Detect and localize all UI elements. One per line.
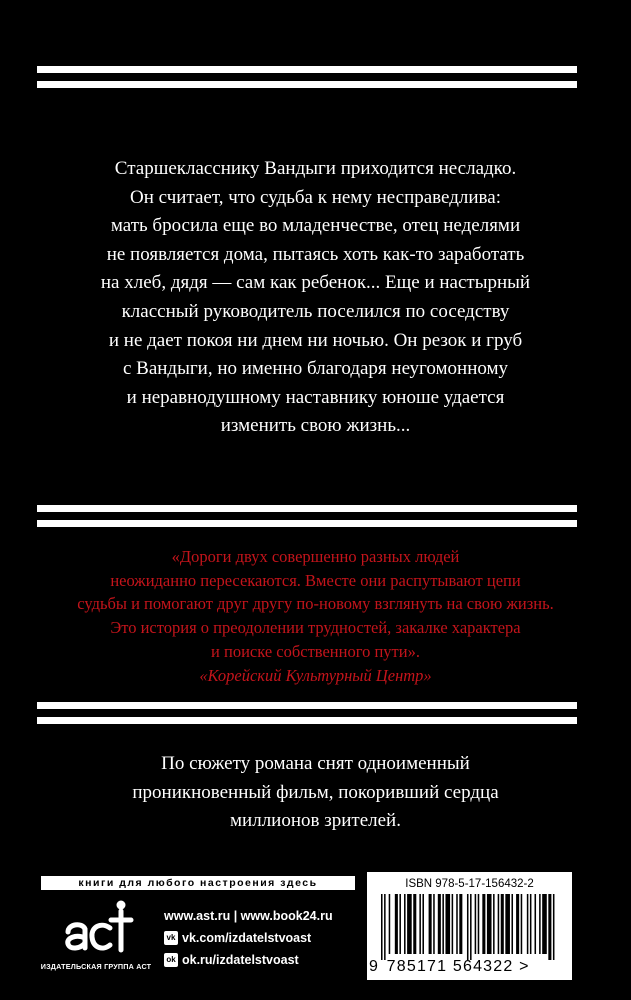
barcode-remaining-digits: 785171 564322 <box>386 958 514 975</box>
barcode-bar <box>422 894 424 954</box>
review-quote <box>40 545 591 687</box>
synopsis-line: не появляется дома, пытаясь хоть как-то заработать <box>106 243 525 265</box>
ok-link[interactable] <box>164 953 299 967</box>
barcode-bar <box>548 894 551 960</box>
barcode-bar <box>516 894 519 954</box>
barcode-bar <box>553 894 555 960</box>
barcode-bar <box>399 894 401 954</box>
barcode-graphic <box>381 894 556 960</box>
quote-line: судьбы и помогают друг другу по-новому взглянуть на свою жизнь. <box>77 594 554 614</box>
synopsis-line: мать бросила еще во младенчестве, отец неделями <box>110 215 521 237</box>
barcode-bar <box>452 894 454 954</box>
quote-line: и поиске собственного пути». <box>211 641 420 661</box>
barcode-bar <box>542 894 547 954</box>
film-note-line: миллионов зрителей. <box>230 810 401 832</box>
barcode-bar <box>493 894 495 954</box>
isbn-label: ISBN 978-5-17-156432-2 <box>405 878 534 890</box>
barcode-box <box>367 872 572 980</box>
barcode-bar <box>384 894 386 960</box>
barcode-bar <box>456 894 458 954</box>
barcode-bar <box>530 894 532 954</box>
quote-line: «Дороги двух совершенно разных людей <box>171 547 460 566</box>
barcode-bar <box>429 894 432 954</box>
barcode-bar <box>459 894 462 954</box>
divider-line <box>37 717 577 724</box>
film-note-line: проникновенный фильм, покоривший сердца <box>132 781 499 803</box>
barcode-bar <box>521 894 523 954</box>
barcode-bar <box>395 894 398 954</box>
barcode-bar <box>470 894 472 960</box>
barcode-first-digit: 9 <box>369 958 380 975</box>
synopsis-line: и не дает покоя ни днем ни ночью. Он резок и груб <box>108 329 523 351</box>
barcode-bar <box>527 894 529 954</box>
barcode-bar <box>442 894 444 954</box>
divider-line <box>37 505 577 512</box>
barcode-bar <box>475 894 477 954</box>
ok-handle[interactable]: ok.ru/izdatelstvoast <box>182 953 299 967</box>
barcode-bar <box>433 894 435 954</box>
barcode-bar <box>505 894 510 954</box>
synopsis-line: и неравнодушному наставнику юноше удается <box>126 386 505 408</box>
barcode-bar <box>419 894 421 954</box>
barcode-bar <box>407 894 412 954</box>
tagline-bar: книги для любого настроения здесь <box>41 876 355 890</box>
vk-handle[interactable]: vk.com/izdatelstvoast <box>182 931 312 945</box>
synopsis-line: Старшекласснику Вандыги приходится несладко. <box>114 158 517 179</box>
synopsis-line: Он считает, что судьба к нему несправедлива: <box>130 186 501 208</box>
synopsis-line: классный руководитель поселился по соседству <box>121 300 510 322</box>
barcode-digits <box>369 958 569 976</box>
film-note <box>40 750 591 836</box>
film-note-line: По сюжету романа снят одноименный <box>161 753 470 774</box>
divider-line <box>37 81 577 88</box>
publisher-group-label: ИЗДАТЕЛЬСКАЯ ГРУППА АСТ <box>40 962 152 971</box>
barcode-bar <box>413 894 416 954</box>
quote-line: Это история о преодолении трудностей, закалке характера <box>110 618 521 638</box>
barcode-bar <box>498 894 500 954</box>
barcode-bar <box>389 894 391 954</box>
barcode-bar <box>535 894 537 954</box>
quote-attribution: «Корейский Культурный Центр» <box>199 665 432 685</box>
synopsis-line: на хлеб, дядя — сам как ребенок... Еще и настырный <box>100 272 531 294</box>
barcode-bar <box>438 894 441 954</box>
publisher-websites[interactable]: www.ast.ru | www.book24.ru <box>164 909 333 923</box>
divider-line <box>37 66 577 73</box>
barcode-bar <box>511 894 513 954</box>
barcode-bar <box>482 894 485 954</box>
top-divider <box>37 66 577 90</box>
barcode-bar <box>487 894 492 954</box>
publisher-logo <box>58 898 138 960</box>
barcode-bar <box>381 894 383 960</box>
barcode-quiet-zone-arrow: > <box>519 958 530 975</box>
middle-divider-lower <box>37 702 577 726</box>
barcode-bar <box>539 894 541 954</box>
barcode-bar <box>467 894 469 960</box>
divider-line <box>37 702 577 709</box>
barcode-bar <box>478 894 480 954</box>
barcode-bar <box>404 894 406 954</box>
synopsis-line: изменить свою жизнь... <box>220 415 411 437</box>
ok-icon: ok <box>164 953 178 967</box>
synopsis-line: с Вандыги, но именно благодаря неугомонному <box>122 358 509 380</box>
ast-logo-icon <box>58 898 138 960</box>
barcode-bar <box>501 894 504 954</box>
middle-divider-upper <box>37 505 577 529</box>
quote-line: неожиданно пересекаются. Вместе они распутывают цепи <box>110 570 521 590</box>
vk-link[interactable] <box>164 931 311 945</box>
vk-icon: vk <box>164 931 178 945</box>
divider-line <box>37 520 577 527</box>
synopsis <box>40 155 591 441</box>
barcode-bar <box>445 894 450 954</box>
